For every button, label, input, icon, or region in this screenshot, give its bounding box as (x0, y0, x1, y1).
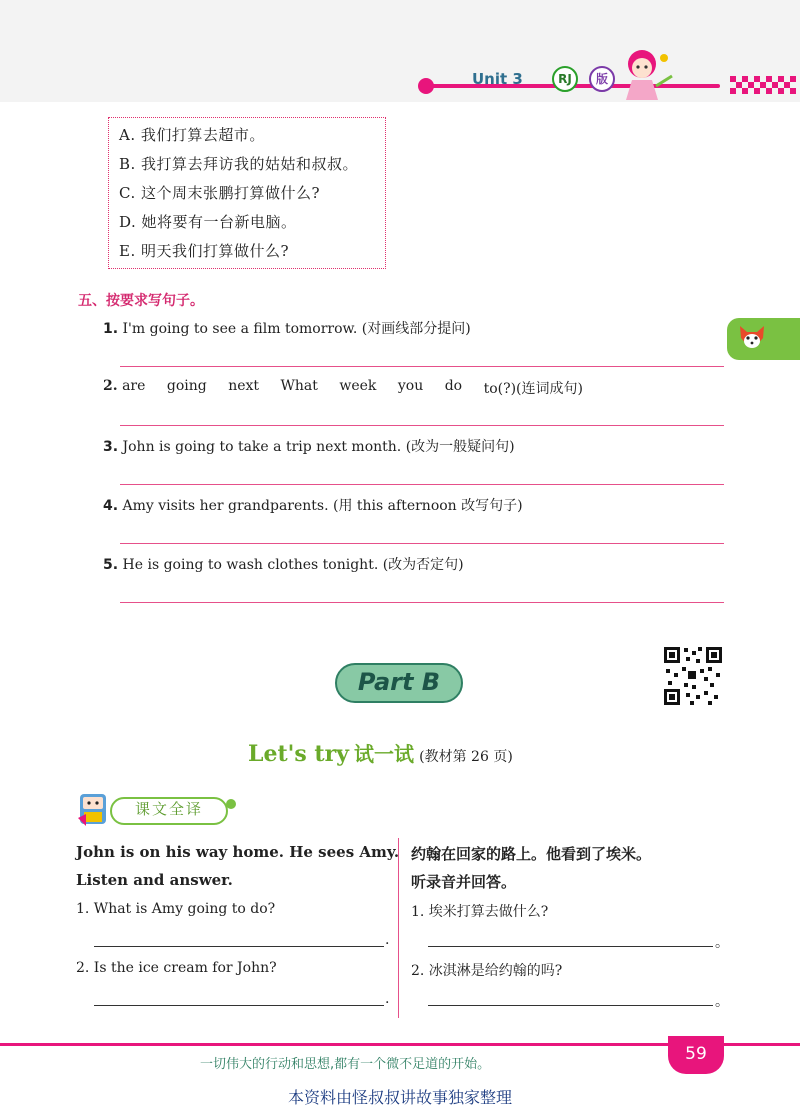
page-number: 59 (685, 1044, 707, 1064)
zh-answer-blank-1[interactable] (428, 946, 713, 947)
answer-line-4[interactable] (120, 543, 724, 544)
zh-answer-blank-2[interactable] (428, 1005, 713, 1006)
question-2-word: do (444, 378, 463, 394)
column-divider (398, 838, 399, 1018)
question-4-text: Amy visits her grandparents. (用 this afternoon 改写句子) (122, 498, 523, 514)
question-3-number: 3. (103, 439, 119, 455)
zh-question-1: 1. 埃米打算去做什么? (411, 904, 549, 920)
zh-line-2: 听录音并回答。 (411, 873, 517, 891)
zh-question-2: 2. 冰淇淋是给约翰的吗? (411, 963, 563, 979)
question-2-word: week (339, 378, 377, 394)
question-2-word: next (228, 378, 260, 394)
option-d: D. 她将要有一台新电脑。 (119, 213, 297, 231)
book-mascot-icon (74, 788, 114, 830)
question-2-number: 2. (103, 378, 118, 394)
mascot-girl-icon (612, 46, 676, 104)
question-3-text: John is going to take a trip next month. (改为一般疑问句) (122, 439, 515, 455)
question-1 (103, 318, 471, 338)
footer-motto: 一切伟大的行动和思想,都有一个微不足道的开始。 (200, 1057, 491, 1072)
banner-dot (226, 799, 236, 809)
en-answer-period-2: . (385, 991, 390, 1007)
edition-ban-badge: 版 (589, 66, 615, 92)
lets-try-zh: 试一试 (354, 742, 415, 766)
edition-rj-badge: RJ (552, 66, 578, 92)
zh-line-1: 约翰在回家的路上。他看到了埃米。 (411, 845, 652, 863)
answer-line-3[interactable] (120, 484, 724, 485)
header-dot (418, 78, 434, 94)
en-answer-blank-1[interactable] (94, 946, 384, 947)
option-c: C. 这个周末张鹏打算做什么? (119, 184, 321, 202)
textbook-reference: (教材第 26 页) (419, 749, 513, 765)
checker-pattern (730, 76, 796, 96)
en-line-1: John is on his way home. He sees Amy. (76, 843, 400, 861)
options-box (108, 117, 386, 269)
section-five-title: 五、按要求写句子。 (78, 293, 204, 309)
unit-label: Unit 3 (472, 70, 523, 88)
question-4 (103, 495, 523, 515)
option-b: B. 我打算去拜访我的姑姑和叔叔。 (119, 155, 359, 173)
option-a: A. 我们打算去超市。 (119, 126, 265, 144)
qr-code-icon[interactable] (662, 645, 724, 707)
question-2-word (103, 378, 145, 398)
part-b-title: Part B (357, 668, 441, 696)
question-5-number: 5. (103, 557, 119, 573)
en-question-2: 2. Is the ice cream for John? (76, 960, 277, 976)
option-e: E. 明天我们打算做什么? (119, 242, 290, 260)
zh-answer-period-1: 。 (715, 935, 729, 951)
question-1-text: I'm going to see a film tomorrow. (对画线部分提问) (122, 321, 471, 337)
answer-line-1[interactable] (120, 366, 724, 367)
question-2-word-text: are (122, 378, 146, 394)
lets-try-en: Let's try (248, 741, 349, 767)
question-4-number: 4. (103, 498, 119, 514)
answer-line-2[interactable] (120, 425, 724, 426)
en-line-2: Listen and answer. (76, 871, 233, 889)
en-answer-blank-2[interactable] (94, 1005, 384, 1006)
question-3 (103, 436, 515, 456)
en-question-1: 1. What is Amy going to do? (76, 901, 276, 917)
lets-try-heading (248, 738, 513, 767)
credit-line: 本资料由怪叔叔讲故事独家整理 (287, 1088, 512, 1107)
question-2-word: to(?)(连词成句) (483, 381, 583, 397)
question-2-words (103, 378, 583, 398)
answer-line-5[interactable] (120, 602, 724, 603)
question-2-word: What (280, 378, 318, 394)
question-5-text: He is going to wash clothes tonight. (改为否定句) (122, 557, 464, 573)
translation-banner: 课文全译 (134, 800, 203, 818)
question-1-number: 1. (103, 321, 119, 337)
question-2-word: you (397, 378, 424, 394)
zh-answer-period-2: 。 (715, 994, 729, 1010)
fox-face-icon (737, 322, 767, 354)
question-2-word: going (166, 378, 207, 394)
question-5 (103, 554, 464, 574)
en-answer-period-1: . (385, 932, 390, 948)
